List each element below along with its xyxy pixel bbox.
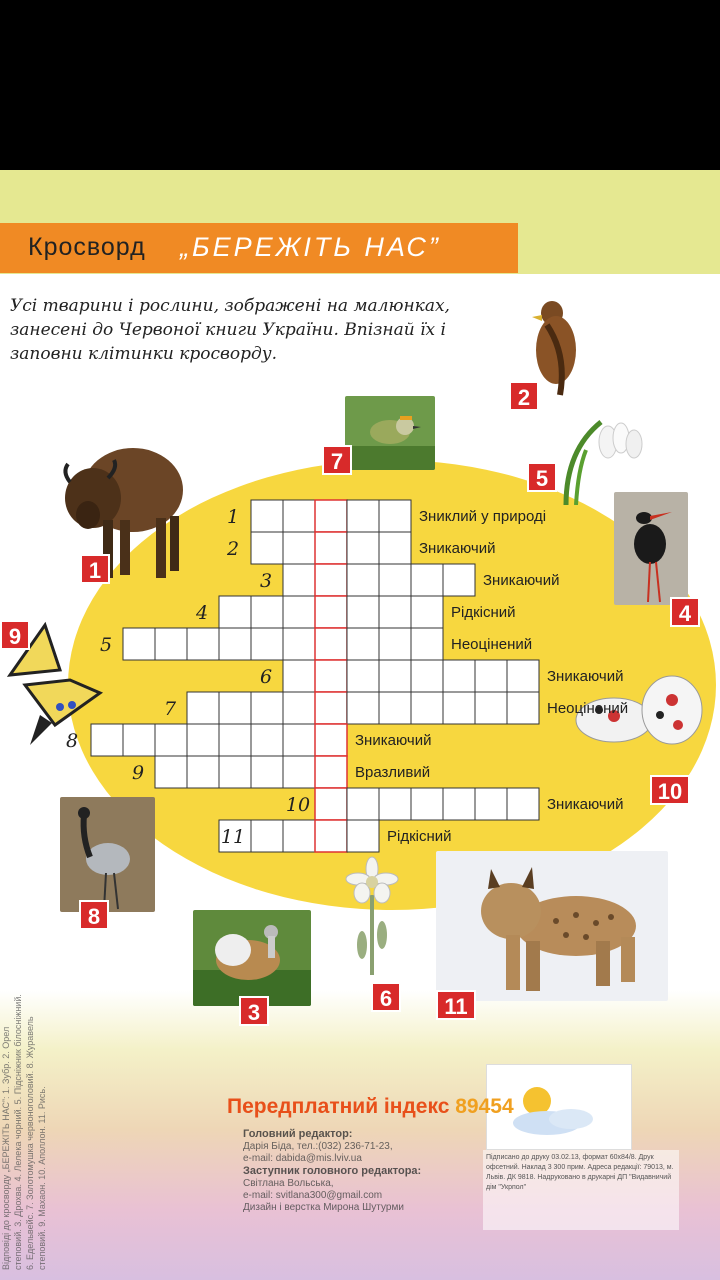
crossword-cell[interactable]	[379, 692, 411, 724]
crossword-cell[interactable]	[347, 692, 379, 724]
crossword-cell[interactable]	[283, 532, 315, 564]
crossword-cell[interactable]	[347, 660, 379, 692]
crossword-cell[interactable]	[379, 564, 411, 596]
row-number: 8	[65, 730, 79, 752]
crossword-cell[interactable]	[411, 660, 443, 692]
row-number: 6	[259, 666, 273, 688]
crossword-cell[interactable]	[155, 628, 187, 660]
crossword-cell[interactable]	[379, 788, 411, 820]
crossword-cell[interactable]	[219, 628, 251, 660]
row-clue: Вразливий	[355, 764, 431, 781]
crossword-cell[interactable]	[187, 724, 219, 756]
badge-6: 6	[371, 982, 401, 1012]
crossword-cell[interactable]	[187, 756, 219, 788]
crossword-cell[interactable]	[283, 756, 315, 788]
row-clue: Неоцінений	[451, 636, 533, 653]
badge-8: 8	[79, 900, 109, 930]
crossword-cell[interactable]	[187, 628, 219, 660]
crossword-cell[interactable]	[411, 628, 443, 660]
crossword-cell[interactable]	[347, 564, 379, 596]
crossword-cell[interactable]	[283, 692, 315, 724]
crossword-cell[interactable]	[283, 564, 315, 596]
crossword-cell[interactable]	[219, 596, 251, 628]
badge-1: 1	[80, 554, 110, 584]
crossword-cell[interactable]	[347, 500, 379, 532]
crossword-cell[interactable]	[347, 820, 379, 852]
badge-4: 4	[670, 597, 700, 627]
crossword-cell[interactable]	[251, 500, 283, 532]
deputy-name: Світлана Вольська,	[243, 1178, 334, 1189]
row-clue: Зникаючий	[419, 540, 496, 557]
crossword-cell[interactable]	[379, 596, 411, 628]
subscription-index	[227, 1095, 514, 1119]
crossword-cell[interactable]	[507, 660, 539, 692]
crossword-cell[interactable]	[91, 724, 123, 756]
crossword-cell[interactable]	[411, 692, 443, 724]
crossword-cell[interactable]	[411, 596, 443, 628]
crossword-cell[interactable]	[219, 692, 251, 724]
crossword-cell[interactable]	[507, 692, 539, 724]
crossword-cell[interactable]	[347, 596, 379, 628]
crossword-cell[interactable]	[187, 692, 219, 724]
badge-10: 10	[650, 775, 690, 805]
crossword-cell[interactable]	[475, 660, 507, 692]
subscription-number: 89454	[455, 1095, 514, 1118]
row-clue: Зникаючий	[547, 796, 624, 813]
row-number: 2	[226, 538, 240, 560]
row-number: 4	[195, 602, 209, 624]
row-number: 10	[285, 794, 311, 816]
intro-text: Усі тварини і рослини, зображені на малюнках, занесені до Червоної книги України. Впізнай їх і заповни клітинки кросворду.	[10, 296, 450, 364]
crossword-cell[interactable]	[155, 756, 187, 788]
crossword-cell[interactable]	[251, 532, 283, 564]
key-column-cell[interactable]	[315, 788, 347, 820]
crossword-cell[interactable]	[251, 596, 283, 628]
badge-3: 3	[239, 996, 269, 1026]
row-number: 11	[220, 826, 246, 848]
row-number: 7	[163, 698, 177, 720]
crossword-cell[interactable]	[411, 564, 443, 596]
editor-name: Дарія Біда, тел.:(032) 236-71-23,	[243, 1141, 393, 1152]
crossword-cell[interactable]	[347, 628, 379, 660]
crossword-cell[interactable]	[251, 724, 283, 756]
key-column-cell[interactable]	[315, 724, 347, 756]
badge-5: 5	[527, 462, 557, 492]
crossword-cell[interactable]	[507, 788, 539, 820]
key-column-cell[interactable]	[315, 500, 347, 532]
row-clue: Зниклий у природі	[419, 508, 547, 525]
crossword-cell[interactable]	[347, 532, 379, 564]
key-column-cell[interactable]	[315, 596, 347, 628]
crossword-cell[interactable]	[155, 724, 187, 756]
answers-sidebar: Відповіді до кросворду „БЕРЕЖІТЬ НАС”: 1. Зубр. 2. Орел степовий. 3. Дрохва. 4. Лелека чорний. 5. Підсніжник білосніжний. 6. Едельвейс. 7. Золотомушка червоноголовий. 8. Журавель степовий. 9. Махаон. 10. Аполлон. 11. Рись.	[1, 994, 47, 1270]
row-number: 5	[99, 634, 113, 656]
crossword-cell[interactable]	[443, 564, 475, 596]
crossword-cell[interactable]	[219, 756, 251, 788]
editor-email: e-mail: dabida@mis.lviv.ua	[243, 1153, 362, 1164]
crossword-cell[interactable]	[411, 788, 443, 820]
key-column-cell[interactable]	[315, 532, 347, 564]
crossword-cell[interactable]	[283, 628, 315, 660]
badge-2: 2	[509, 381, 539, 411]
crossword-cell[interactable]	[219, 724, 251, 756]
badge-9: 9	[0, 620, 30, 650]
subscription-label: Передплатний індекс	[227, 1095, 450, 1118]
crossword-cell[interactable]	[251, 820, 283, 852]
crossword-cell[interactable]	[283, 724, 315, 756]
badge-11: 11	[436, 990, 476, 1020]
row-clue: Зникаючий	[483, 572, 560, 589]
key-column-cell[interactable]	[315, 660, 347, 692]
crossword-cell[interactable]	[475, 788, 507, 820]
row-clue: Рідкісний	[387, 828, 452, 845]
crossword-cell[interactable]	[443, 660, 475, 692]
crossword-cell[interactable]	[379, 500, 411, 532]
badge-7: 7	[322, 445, 352, 475]
crossword-cell[interactable]	[283, 820, 315, 852]
crossword-cell[interactable]	[251, 628, 283, 660]
crossword-cell[interactable]	[283, 660, 315, 692]
crossword-cell[interactable]	[379, 660, 411, 692]
crossword-cell[interactable]	[443, 788, 475, 820]
crossword-cell[interactable]	[379, 628, 411, 660]
key-column-cell[interactable]	[315, 564, 347, 596]
row-clue: Зникаючий	[547, 668, 624, 685]
crossword-cell[interactable]	[251, 692, 283, 724]
key-column-cell[interactable]	[315, 628, 347, 660]
key-column-cell[interactable]	[315, 692, 347, 724]
crossword-cell[interactable]	[443, 692, 475, 724]
crossword-cell[interactable]	[251, 756, 283, 788]
row-clue: Неоцінений	[547, 700, 629, 717]
print-info: Підписано до друку 03.02.13, формат 60х84/8. Друк офсетний. Наклад 3 300 прим. Адреса редакції: 79013, м. Львів. ДК 9818. Надруковано в друкарні ДП "Видавничий дім "Укрпол"	[483, 1150, 679, 1230]
editor-title: Головний редактор:	[243, 1128, 353, 1140]
row-clue: Зникаючий	[355, 732, 432, 749]
crossword-cell[interactable]	[123, 628, 155, 660]
crossword-cell[interactable]	[475, 692, 507, 724]
deputy-email: e-mail: svitlana300@gmail.com	[243, 1190, 383, 1201]
row-number: 1	[226, 506, 240, 528]
key-column-cell[interactable]	[315, 756, 347, 788]
crossword-cell[interactable]	[123, 724, 155, 756]
key-column-cell[interactable]	[315, 820, 347, 852]
design-credit: Дизайн і верстка Мирона Шутурми	[243, 1202, 404, 1213]
row-number: 3	[259, 570, 273, 592]
deputy-title: Заступник головного редактора:	[243, 1165, 422, 1177]
crossword-cell[interactable]	[283, 596, 315, 628]
crossword-page	[0, 170, 720, 1280]
row-clue: Рідкісний	[451, 604, 516, 621]
crossword-cell[interactable]	[347, 788, 379, 820]
crossword-cell[interactable]	[283, 500, 315, 532]
editorial-info	[243, 1128, 421, 1214]
title-word: Кросворд	[28, 233, 146, 261]
row-number: 9	[131, 762, 145, 784]
crossword-cell[interactable]	[379, 532, 411, 564]
title-quote: „БЕРЕЖІТЬ НАС”	[180, 232, 441, 262]
